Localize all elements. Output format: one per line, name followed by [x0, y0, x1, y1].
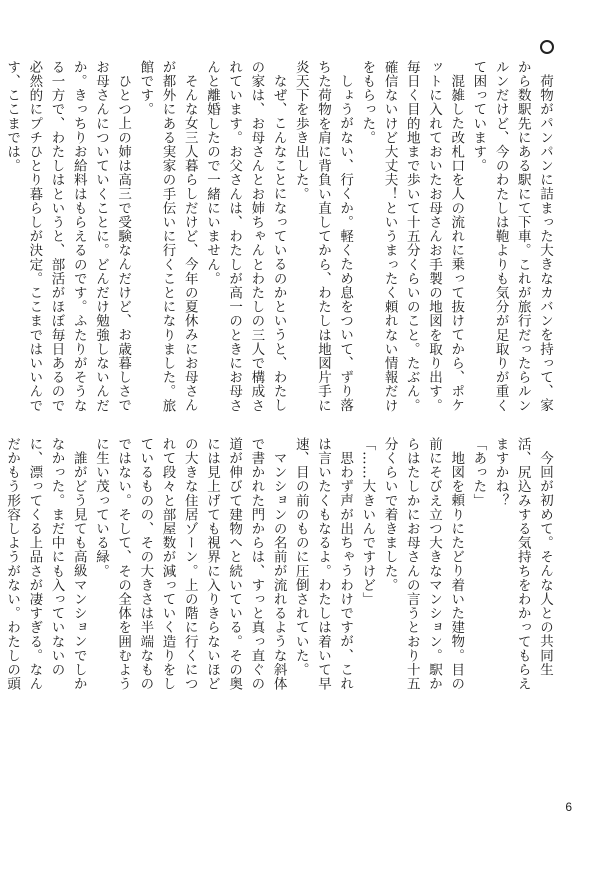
- dialogue-line: 「あった」: [470, 437, 487, 508]
- bottom-text-block: [4, 437, 556, 692]
- paragraph: ひとつ上の姉は高三で受験なんだけど、お歳暮しさでお母さんについていくことに。どんだけ勉強しないんだか。きっちりお給料はもらえるのです。ふたりがそうなる一方で、わたしはというと、部活がほぼ毎日あるので必然的にプチひとり暮らしが決定。ここまではいいんです、ここまでは。: [4, 60, 132, 413]
- paragraph: 思わず声が出ちゃうわけですが、これは言いたくもなるよ。わたしは着いて早速、目の前のものに圧倒されていた。: [292, 437, 354, 691]
- paragraph: 誰がどう見ても高級マンションでしかなかった。まだ中にも入っていないのに、漂ってくる上品さが凄すぎる。なんだかもう形容しようがない。わたしの頭: [4, 437, 87, 691]
- paragraph: マンションの名前が流れるような斜体で書かれた門からは、すっと真っ直ぐの道が伸びて建物へと続いている。その奥には見上げても視界に入りきらないほどの大きな住居ゾーン。上の階に行くにつれて段々と部屋数が減っていく造りをしているものの、その大きさは半端なものではない。そして、その全体を囲むように生い茂っている緑。: [92, 437, 287, 691]
- paragraph: 地図を頼りにたどり着いた建物。目の前にそびえ立つ大きなマンション。駅からはたしかにお母さんの言うとおり十五分くらいで着きました。: [381, 437, 465, 691]
- paragraph: 混雑した改札口を人の流れに乗って抜けてから、ポケットに入れておいたお母さんお手製の地図を取り出す。毎日く目的地まで歩いて十五分くらいのこと。たぶん。確信ないけど大丈夫！というまったく頼れない情報だけをもらった。: [359, 60, 465, 413]
- dialogue-line: 「……大きいんですけど」: [359, 437, 376, 607]
- top-text-block: [4, 60, 556, 415]
- paragraph: 荷物がパンパンに詰まった大きなカバンを持って、家から数駅先にある駅にて下車。これが旅行だったらルンルンだけど、今のわたしは鞄よりも気分が足取りが重くて困っています。: [470, 60, 553, 413]
- paragraph: なぜ、こんなことになっているのかというと、わたしの家は、お母さんとお姉ちゃんとわたしの三人で構成されています。お父さんは、わたしが高一のときにお母さんと離婚したので一緒にいません。: [203, 60, 287, 413]
- paragraph: [0, 60, 1, 415]
- page-number: 6: [565, 800, 572, 814]
- paragraph: そんな女三人暮らしだけど、今年の夏休みにお母さんが都外にある実家の手伝いに行くことになりました。旅館です。: [137, 60, 198, 413]
- section-circle-mark: [540, 40, 554, 54]
- paragraph: しょうがない、行くか。軽くため息をついて、ずり落ちた荷物を肩に背負い直してから、わたしは地図片手に炎天下を歩き出した。: [292, 60, 354, 413]
- paragraph: 今回が初めて。そんな人との共同生活、尻込みする気持ちをわかってもらえますかね？: [492, 437, 553, 691]
